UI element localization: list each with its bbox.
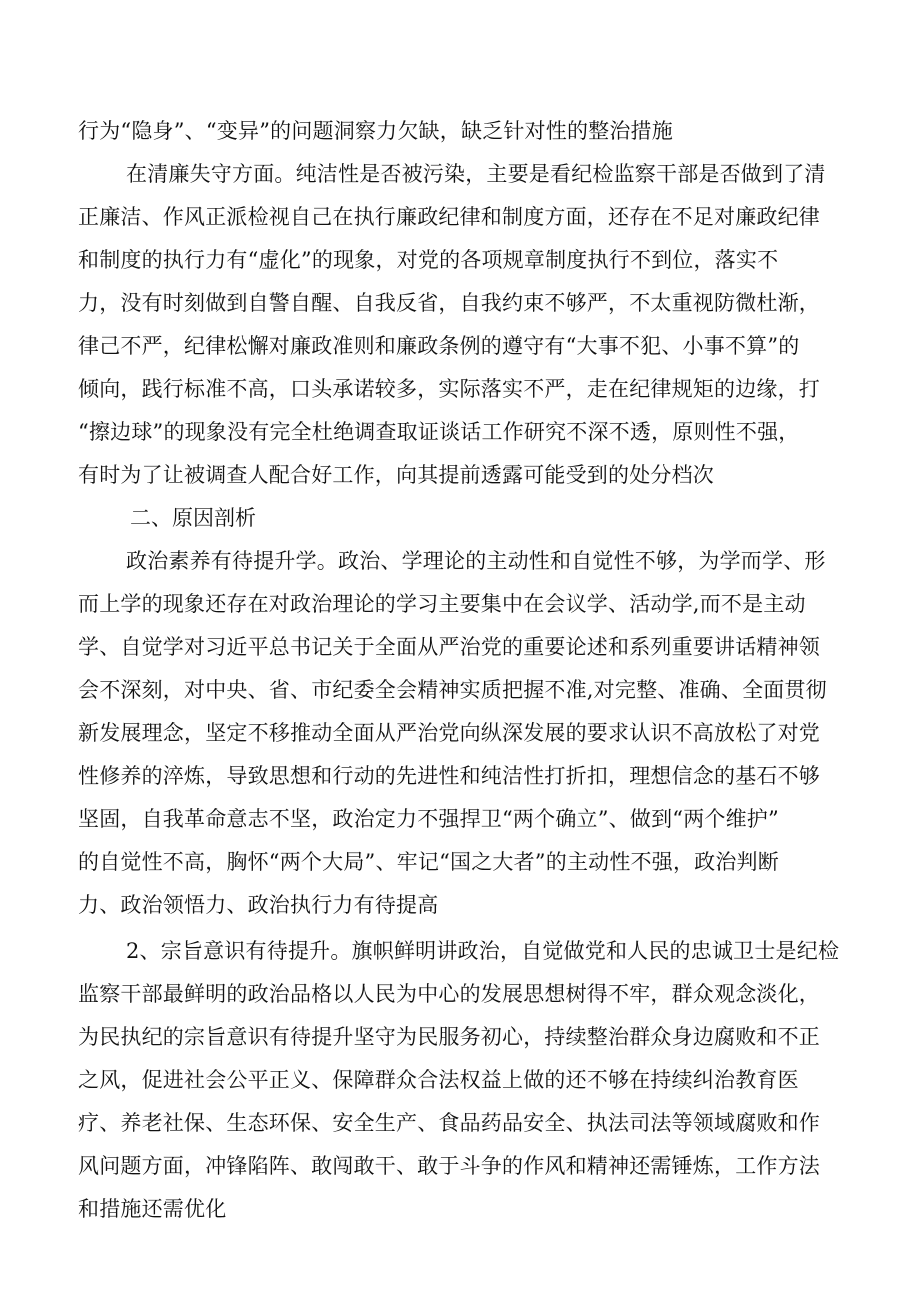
- text-line: 之风，促进社会公平正义、保障群众合法权益上做的还不够在持续纠治教育医: [78, 1068, 799, 1092]
- text-line: “擦边球”的现象没有完全杜绝调查取证谈话工作研究不深不透，原则性不强，: [78, 420, 800, 444]
- text-line: 正廉洁、作风正派检视自己在执行廉政纪律和制度方面，还存在不足对廉政纪律: [78, 205, 820, 229]
- text-line: 坚固，自我革命意志不坚，政治定力不强捍卫“两个确立”、做到“两个维护”: [78, 807, 779, 831]
- text-line: 而上学的现象还存在对政治理论的学习主要集中在会议学、活动学,而不是主动: [78, 592, 806, 616]
- text-line: 的自觉性不高，胸怀“两个大局”、牢记“国之大者”的主动性不强，政治判断: [78, 850, 779, 874]
- text-line: 和措施还需优化: [78, 1197, 227, 1221]
- text-line: 学、自觉学对习近平总书记关于全面从严治党的重要论述和系列重要讲话精神领: [78, 635, 820, 659]
- text-line: 力，没有时刻做到自警自醒、自我反省，自我约束不够严，不太重视防微杜渐，: [78, 291, 820, 315]
- text-line: 会不深刻，对中央、省、市纪委全会精神实质把握不准,对完整、准确、全面贯彻: [78, 678, 827, 702]
- text-line: 力、政治领悟力、政治执行力有待提高: [78, 893, 439, 917]
- text-line: 疗、养老社保、生态环保、安全生产、食品药品安全、执法司法等领域腐败和作: [78, 1111, 820, 1135]
- text-line: 行为“隐身”、“变异”的问题洞察力欠缺，缺乏针对性的整治措施: [78, 119, 673, 143]
- text-line: 政治素养有待提升学。政治、学理论的主动性和自觉性不够，为学而学、形: [126, 549, 826, 573]
- text-line: 2、宗旨意识有待提升。旗帜鲜明讲政治，自觉做党和人民的忠诚卫士是纪检: [126, 939, 840, 963]
- text-line: 新发展理念，坚定不移推动全面从严治党向纵深发展的要求认识不高放松了对党: [78, 721, 820, 745]
- text-line: 和制度的执行力有“虚化”的现象，对党的各项规章制度执行不到位，落实不: [78, 248, 779, 272]
- text-line: 风问题方面，冲锋陷阵、敢闯敢干、敢于斗争的作风和精神还需锤炼，工作方法: [78, 1154, 820, 1178]
- text-line: 倾向，践行标准不高，口头承诺较多，实际落实不严，走在纪律规矩的边缘，打: [78, 377, 820, 401]
- text-line: 为民执纪的宗旨意识有待提升坚守为民服务初心，持续整治群众身边腐败和不正: [78, 1025, 820, 1049]
- text-line: 性修养的淬炼，导致思想和行动的先进性和纯洁性打折扣，理想信念的基石不够: [78, 764, 820, 788]
- text-line: 有时为了让被调查人配合好工作，向其提前透露可能受到的处分档次: [78, 463, 714, 487]
- text-line: 在清廉失守方面。纯洁性是否被污染，主要是看纪检监察干部是否做到了清: [126, 162, 826, 186]
- text-line: 监察干部最鲜明的政治品格以人民为中心的发展思想树得不牢，群众观念淡化，: [78, 982, 820, 1006]
- text-line: 律己不严，纪律松懈对廉政准则和廉政条例的遵守有“大事不犯、小事不算”的: [78, 334, 800, 358]
- section-heading: 二、原因剖析: [130, 506, 256, 530]
